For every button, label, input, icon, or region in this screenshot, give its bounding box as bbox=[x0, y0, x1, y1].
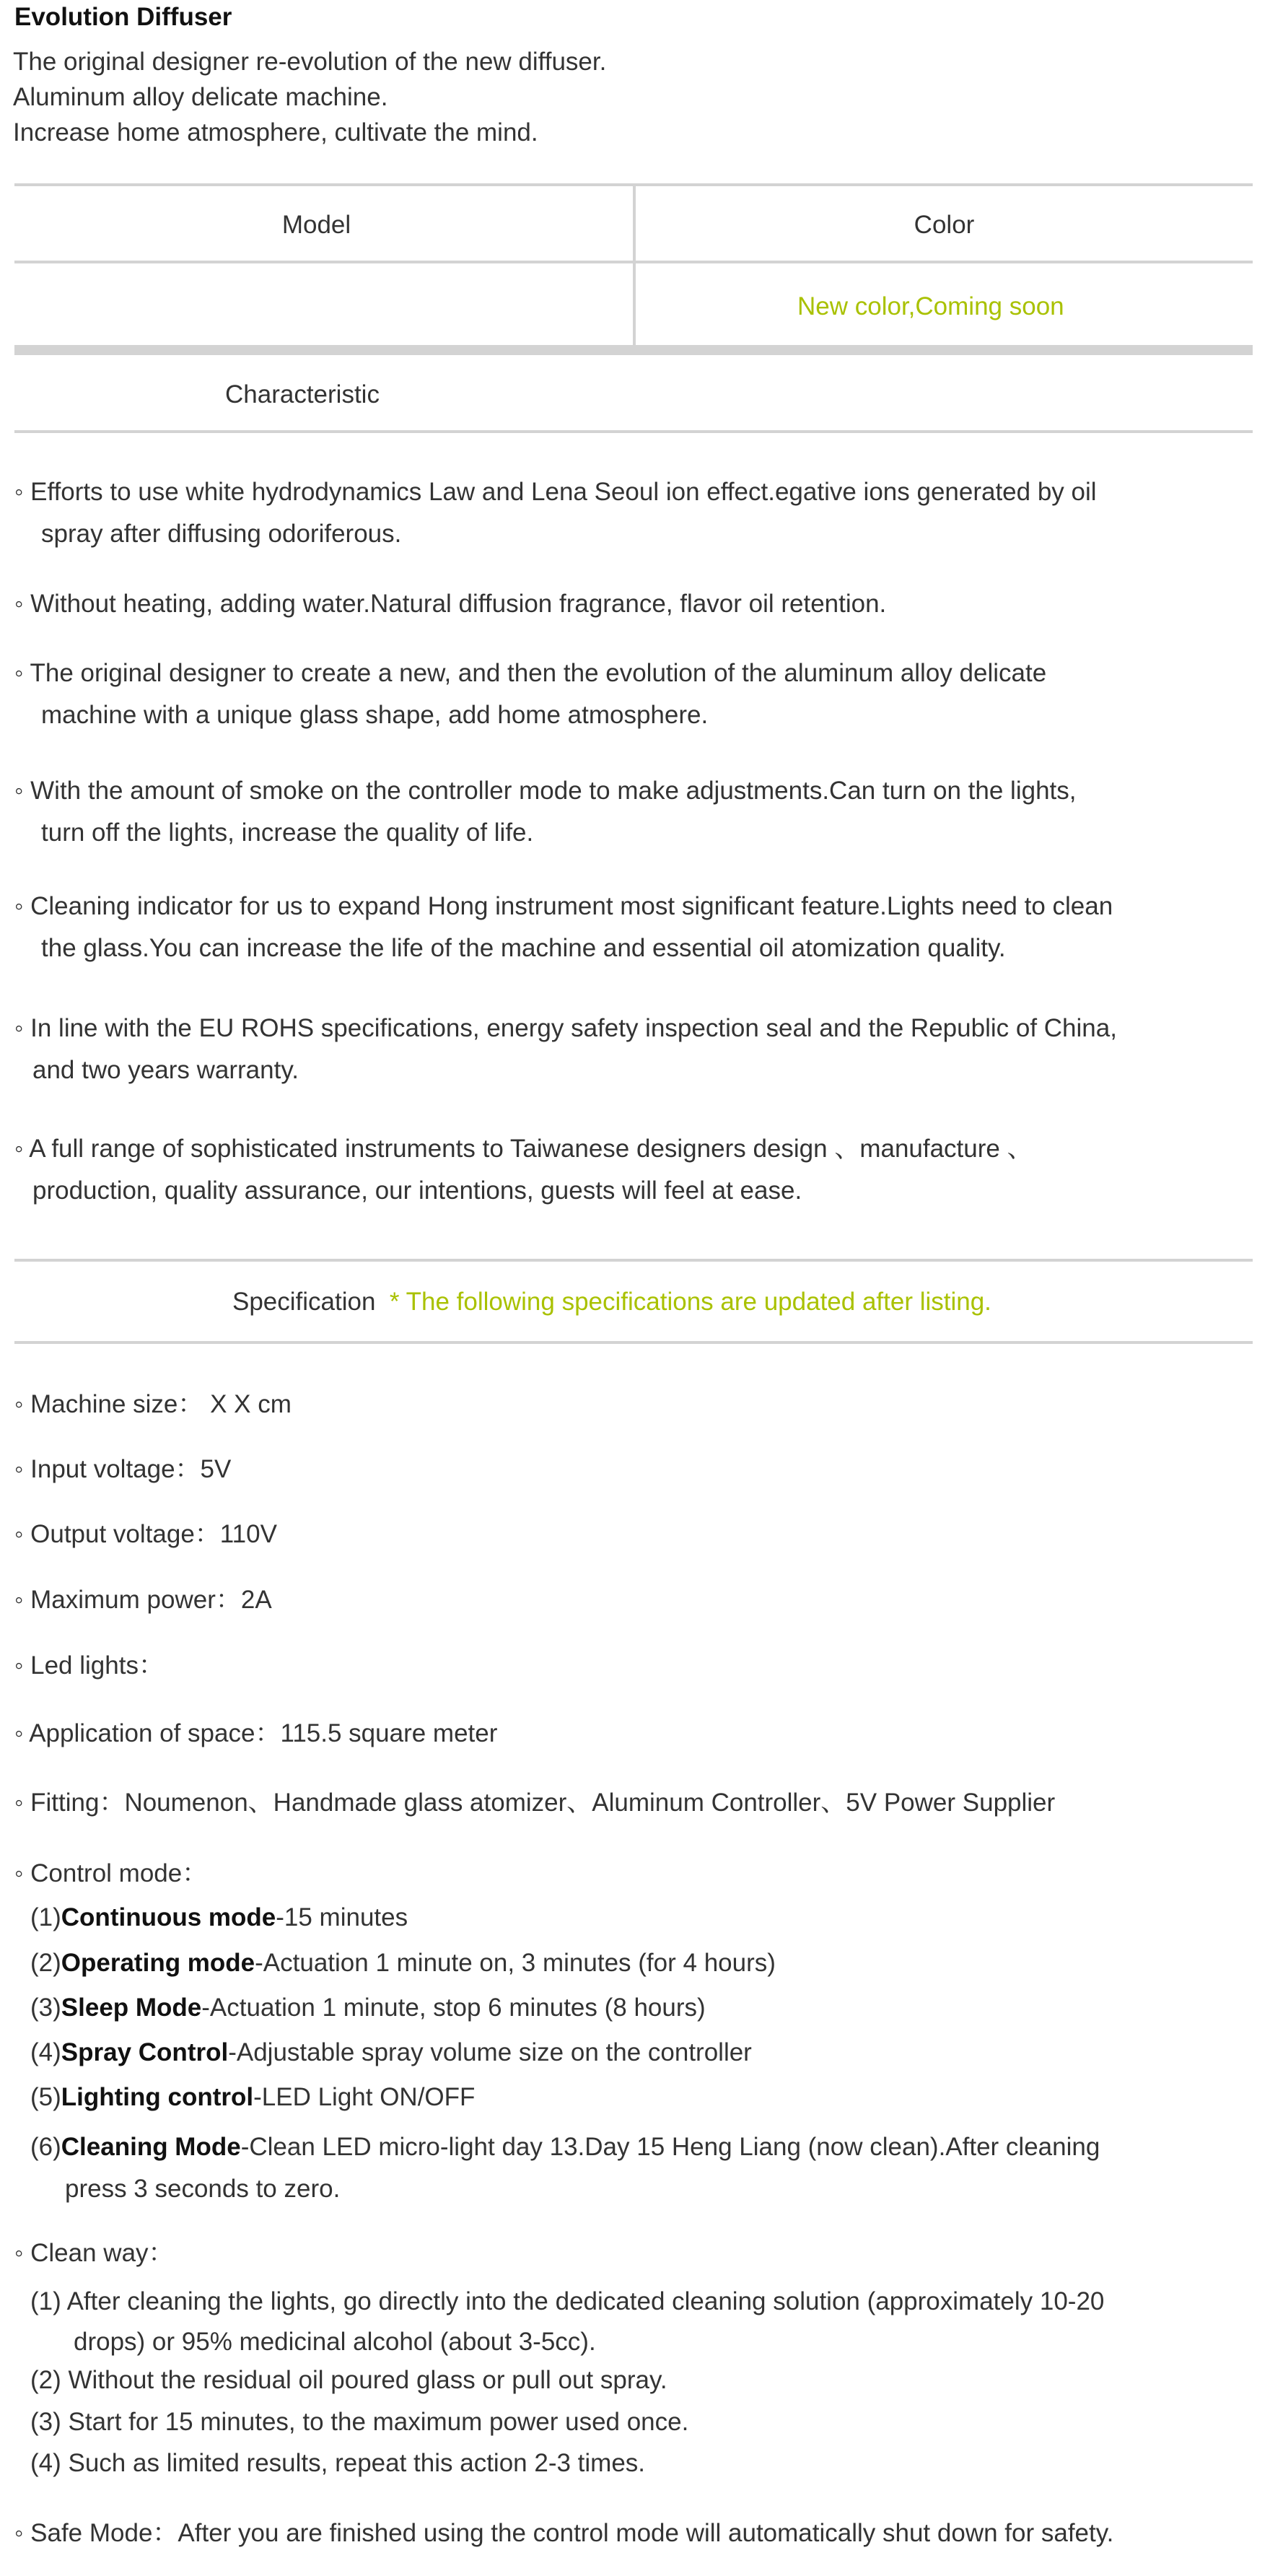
item-text: ◦ A full range of sophisticated instruments to Taiwanese designers design 、manufacture 、 bbox=[14, 1135, 1033, 1163]
item-text-continued: turn off the lights, increase the quality of life. bbox=[41, 818, 534, 847]
control-mode-item bbox=[30, 1902, 408, 1934]
specification-heading bbox=[232, 1286, 991, 1318]
table-header-border bbox=[14, 261, 1253, 263]
control-mode-item bbox=[30, 2126, 1100, 2210]
spec-safe-mode: ◦ Safe Mode：After you are finished using the control mode will automatically shut down for safety. bbox=[14, 2519, 1114, 2547]
item-number: (6) bbox=[30, 2133, 61, 2161]
characteristic-item bbox=[14, 583, 886, 625]
characteristic-item bbox=[14, 471, 1097, 555]
spec-max-power: ◦ Maximum power：2A bbox=[14, 1586, 272, 1614]
mode-name: Spray Control bbox=[61, 2038, 229, 2066]
item-text-continued: the glass.You can increase the life of the machine and essential oil atomization quality. bbox=[41, 934, 1006, 962]
characteristic-item bbox=[14, 1128, 1033, 1212]
spec-control-mode-label: ◦ Control mode： bbox=[14, 1859, 208, 1887]
spec-machine-size: ◦ Machine size： X X cm bbox=[14, 1390, 292, 1418]
item-text: (1) After cleaning the lights, go directly into the dedicated cleaning solution (approximately 10-20 bbox=[30, 2287, 1105, 2315]
item-text: ◦ With the amount of smoke on the controller mode to make adjustments.Can turn on the lights, bbox=[14, 777, 1077, 805]
intro-line: Increase home atmosphere, cultivate the mind. bbox=[13, 118, 538, 147]
mode-name: Continuous mode bbox=[61, 1903, 276, 1931]
clean-way-item bbox=[30, 2282, 1104, 2362]
table-bottom-border bbox=[14, 345, 1253, 355]
characteristic-item bbox=[14, 652, 1046, 736]
clean-way-item: (4) Such as limited results, repeat this action 2-3 times. bbox=[30, 2449, 646, 2477]
characteristic-item bbox=[14, 770, 1077, 854]
item-number: (1) bbox=[30, 1903, 61, 1931]
mode-name: Lighting control bbox=[61, 2083, 254, 2111]
item-text: ◦ In line with the EU ROHS specifications, energy safety inspection seal and the Republic of China, bbox=[14, 1014, 1117, 1042]
section-divider bbox=[14, 1259, 1253, 1262]
item-text-continued: drops) or 95% medicinal alcohol (about 3-5cc). bbox=[74, 2328, 596, 2356]
item-text: ◦ The original designer to create a new, and then the evolution of the aluminum alloy delicate bbox=[14, 659, 1047, 687]
item-number: (4) bbox=[30, 2038, 61, 2066]
spec-fitting: ◦ Fitting：Noumenon、Handmade glass atomizer、Aluminum Controller、5V Power Supplier bbox=[14, 1789, 1056, 1817]
spec-led-lights: ◦ Led lights： bbox=[14, 1651, 164, 1680]
spec-input-voltage: ◦ Input voltage：5V bbox=[14, 1455, 232, 1483]
item-text-continued: machine with a unique glass shape, add home atmosphere. bbox=[41, 701, 709, 729]
mode-description: -Clean LED micro-light day 13.Day 15 Heng Liang (now clean).After cleaning bbox=[240, 2133, 1100, 2161]
control-mode-item bbox=[30, 2082, 475, 2113]
characteristic-heading: Characteristic bbox=[225, 380, 380, 409]
color-value: New color,Coming soon bbox=[797, 292, 1064, 320]
clean-way-item: (3) Start for 15 minutes, to the maximum power used once. bbox=[30, 2408, 689, 2436]
control-mode-item bbox=[30, 2037, 752, 2069]
intro-line: The original designer re-evolution of the new diffuser. bbox=[13, 48, 607, 76]
mode-description-continued: press 3 seconds to zero. bbox=[65, 2175, 341, 2203]
spec-application: ◦ Application of space：115.5 square meter bbox=[14, 1719, 498, 1747]
item-number: (5) bbox=[30, 2083, 61, 2111]
mode-description: -Actuation 1 minute, stop 6 minutes (8 hours) bbox=[201, 1994, 706, 2022]
mode-name: Operating mode bbox=[61, 1949, 255, 1977]
mode-description: -15 minutes bbox=[276, 1903, 408, 1931]
clean-way-item: (2) Without the residual oil poured glass or pull out spray. bbox=[30, 2366, 667, 2394]
mode-description: -Adjustable spray volume size on the controller bbox=[228, 2038, 752, 2066]
model-header: Model bbox=[281, 211, 351, 239]
color-header: Color bbox=[914, 211, 975, 239]
characteristic-item bbox=[14, 1008, 1117, 1091]
mode-name: Cleaning Mode bbox=[61, 2133, 241, 2161]
spec-output-voltage: ◦ Output voltage：110V bbox=[14, 1520, 277, 1548]
mode-description: -LED Light ON/OFF bbox=[253, 2083, 476, 2111]
section-divider bbox=[14, 430, 1253, 433]
item-text: ◦ Cleaning indicator for us to expand Hong instrument most significant feature.Lights need to clean bbox=[14, 892, 1113, 920]
item-text-continued: and two years warranty. bbox=[32, 1056, 299, 1084]
section-divider bbox=[14, 1341, 1253, 1344]
mode-name: Sleep Mode bbox=[61, 1994, 202, 2022]
spec-clean-way-label: ◦ Clean way： bbox=[14, 2239, 174, 2267]
item-text-continued: production, quality assurance, our intentions, guests will feel at ease. bbox=[32, 1176, 802, 1205]
item-text: ◦ Efforts to use white hydrodynamics Law and Lena Seoul ion effect.egative ions generated by oil bbox=[14, 478, 1097, 506]
specification-note: * The following specifications are updated after listing. bbox=[389, 1288, 991, 1316]
control-mode-item bbox=[30, 1947, 776, 1979]
specification-title: Specification bbox=[232, 1288, 376, 1316]
mode-description: -Actuation 1 minute on, 3 minutes (for 4 hours) bbox=[255, 1949, 776, 1977]
control-mode-item bbox=[30, 1992, 706, 2024]
item-text: ◦ Without heating, adding water.Natural diffusion fragrance, flavor oil retention. bbox=[14, 590, 887, 618]
item-number: (2) bbox=[30, 1949, 61, 1977]
characteristic-item bbox=[14, 886, 1113, 969]
intro-line: Aluminum alloy delicate machine. bbox=[13, 83, 388, 111]
item-number: (3) bbox=[30, 1994, 61, 2022]
page-title: Evolution Diffuser bbox=[14, 3, 232, 31]
item-text-continued: spray after diffusing odoriferous. bbox=[41, 520, 402, 548]
